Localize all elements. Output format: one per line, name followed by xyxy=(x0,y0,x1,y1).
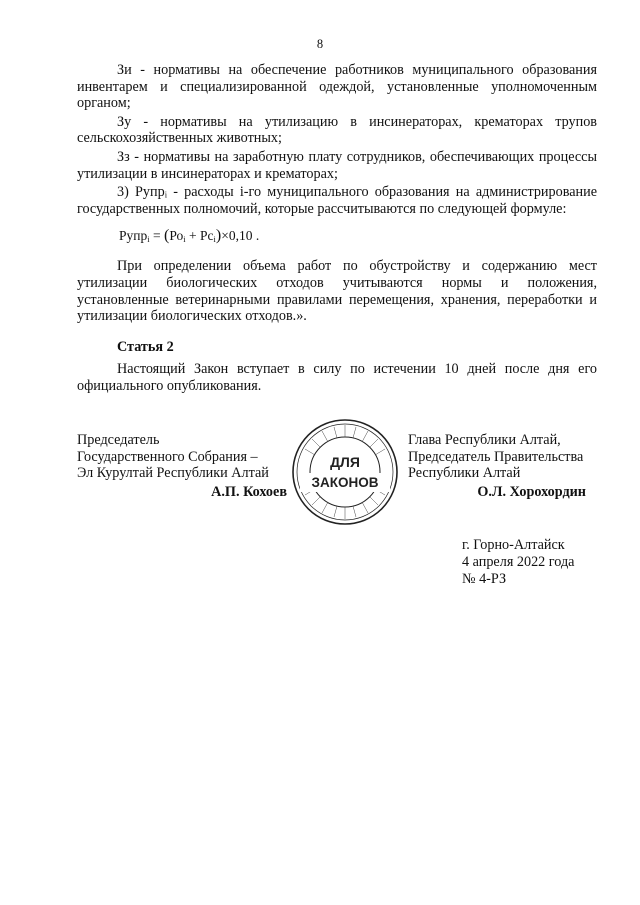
formula-factor: 0,10 xyxy=(228,228,253,244)
left-signatory-name: А.П. Кохоев xyxy=(211,483,287,500)
left-signature-block xyxy=(77,432,287,500)
document-body xyxy=(77,62,597,397)
right-signatory-name: О.Л. Хорохордин xyxy=(477,483,586,500)
paragraph-disposal-rules: При определении объема работ по обустройству и содержанию мест утилизации биологических отходов учитываются нормы и положения, установленные ветеринарными правилами перемещения, хранения, переработки и утилизации биологических отходов.». xyxy=(77,258,597,325)
article-heading: Статья 2 xyxy=(117,338,174,355)
stamp-word2: ЗАКОНОВ xyxy=(311,475,379,490)
formula-term2: Рс xyxy=(199,228,214,244)
article-text: Настоящий Закон вступает в силу по истечении 10 дней после дня его официального опубликования. xyxy=(77,361,597,394)
paragraph-zz: Зз - нормативы на заработную плату сотрудников, обеспечивающих процессы утилизации в инсинераторах и крематорах; xyxy=(77,148,597,182)
place: г. Горно-Алтайск xyxy=(462,537,565,553)
stamp-word1: ДЛЯ xyxy=(330,454,360,470)
formula-open-paren: ( xyxy=(163,227,170,245)
left-signatory-line2: Государственного Собрания – xyxy=(77,448,258,465)
law-number: № 4-РЗ xyxy=(462,571,507,587)
right-signatory-line1: Глава Республики Алтай, xyxy=(408,432,561,448)
formula-term2-index: i xyxy=(213,234,216,245)
formula-end: . xyxy=(252,228,260,244)
right-signatory-line3: Республики Алтай xyxy=(408,465,521,481)
formula-times: × xyxy=(221,228,229,244)
page-number: 8 xyxy=(316,37,324,51)
left-signatory-line1: Председатель xyxy=(77,432,160,448)
paragraph-zu: Зу - нормативы на утилизацию в инсинераторах, крематорах трупов сельскохозяйственных животных; xyxy=(77,113,597,147)
formula-term1-index: i xyxy=(183,234,186,245)
formula xyxy=(119,226,597,249)
paragraph-zi: Зи - нормативы на обеспечение работников муниципального образования инвентарем и специализированной одеждой, установленные уполномоченным органом; xyxy=(77,62,597,112)
formula-lhs-index: i xyxy=(147,234,150,245)
right-signature-block xyxy=(408,432,598,500)
formula-close-paren: ) xyxy=(215,227,222,245)
left-signatory-line3: Эл Курултай Республики Алтай xyxy=(77,465,269,481)
formula-term1: Ро xyxy=(169,228,184,244)
right-signatory-line2: Председатель Правительства xyxy=(408,448,584,465)
place-date-block xyxy=(462,537,622,588)
paragraph-rupr: 3) Рупрᵢ - расходы i-го муниципального образования на администрирование государственных полномочий, которые рассчитываются по следующей формуле: xyxy=(77,184,597,217)
stamp-seal xyxy=(290,417,400,527)
formula-plus: + xyxy=(188,228,197,244)
formula-equals: = xyxy=(152,228,161,244)
formula-lhs: Рупр xyxy=(119,228,148,244)
date: 4 апреля 2022 года xyxy=(462,554,575,570)
